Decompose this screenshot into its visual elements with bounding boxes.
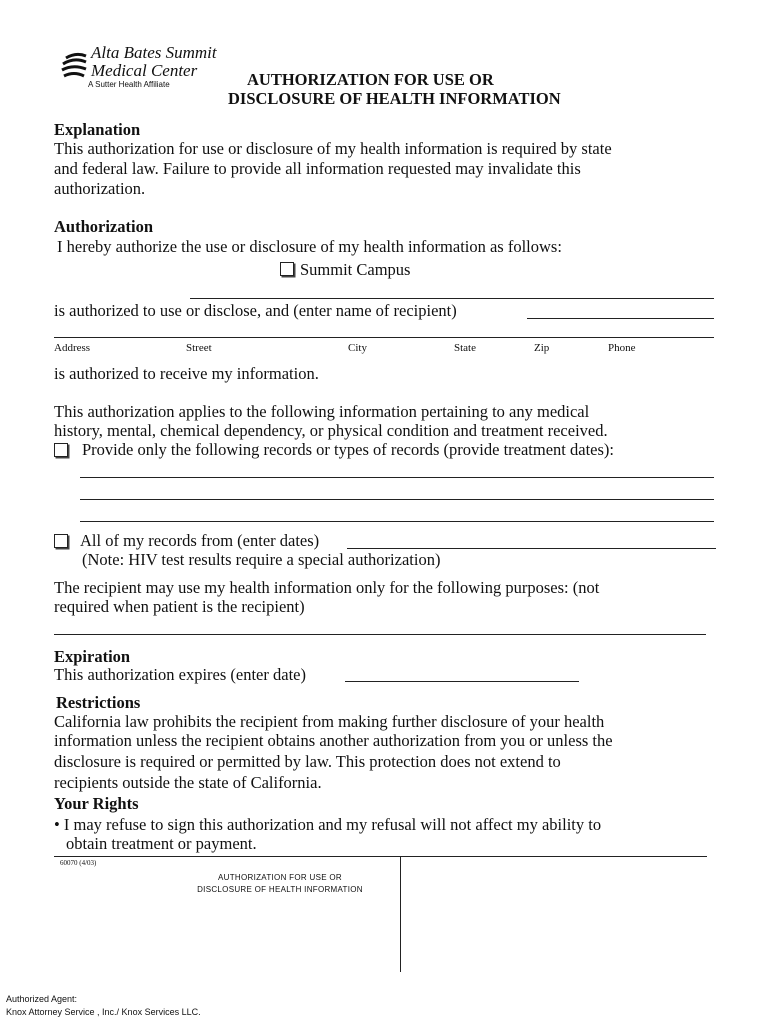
summit-campus-checkbox[interactable]	[280, 262, 294, 276]
all-records-checkbox[interactable]	[54, 534, 68, 548]
form-title-line1: AUTHORIZATION FOR USE OR	[218, 873, 342, 882]
recipient-line-label: is authorized to use or disclose, and (enter name of recipient)	[54, 301, 457, 320]
agent-line2: Knox Attorney Service , Inc./ Knox Services LLC.	[6, 1007, 201, 1017]
page-title-line2: DISCLOSURE OF HEALTH INFORMATION	[228, 89, 561, 108]
receive-line: is authorized to receive my information.	[54, 364, 319, 383]
state-label: State	[454, 342, 476, 354]
logo-line1: Alta Bates Summit	[91, 43, 217, 62]
authorization-heading: Authorization	[54, 217, 153, 236]
summit-campus-label: Summit Campus	[300, 260, 411, 279]
specific-records-checkbox[interactable]	[54, 443, 68, 457]
restrictions-line: information unless the recipient obtains another authorization from you or unless the	[54, 731, 613, 750]
page-title-line1: AUTHORIZATION FOR USE OR	[247, 70, 494, 89]
hiv-note: (Note: HIV test results require a special authorization)	[82, 550, 441, 569]
form-number: 60070 (4/03)	[60, 859, 97, 867]
zip-label: Zip	[534, 342, 550, 354]
recipient-name-field[interactable]	[527, 318, 714, 319]
expiration-date-field[interactable]	[345, 681, 579, 682]
rights-heading: Your Rights	[54, 794, 139, 813]
authorization-intro: I hereby authorize the use or disclosure of my health information as follows:	[57, 237, 562, 256]
restrictions-line: disclosure is required or permitted by law. This protection does not extend to	[54, 752, 561, 771]
records-entry-line[interactable]	[80, 499, 714, 500]
rights-line: • I may refuse to sign this authorization and my refusal will not affect my ability to	[54, 815, 602, 834]
logo-affiliate: A Sutter Health Affiliate	[88, 80, 170, 89]
campus-entry-line[interactable]	[190, 298, 714, 299]
explanation-line: authorization.	[54, 179, 146, 198]
recipient-address-field[interactable]	[54, 337, 714, 338]
explanation-line: This authorization for use or disclosure of my health information is required by state	[54, 139, 612, 158]
restrictions-heading: Restrictions	[56, 693, 141, 712]
footer-vertical-divider	[400, 856, 401, 972]
city-label: City	[348, 342, 367, 354]
expiration-line: This authorization expires (enter date)	[54, 665, 306, 684]
restrictions-line: California law prohibits the recipient from making further disclosure of your health	[54, 712, 605, 731]
street-label: Street	[186, 342, 212, 354]
footer-divider	[54, 856, 707, 857]
form-title-line2: DISCLOSURE OF HEALTH INFORMATION	[197, 885, 363, 894]
agent-line1: Authorized Agent:	[6, 994, 78, 1004]
records-entry-line[interactable]	[80, 521, 714, 522]
restrictions-line: recipients outside the state of California.	[54, 773, 322, 792]
logo-icon	[60, 50, 90, 82]
logo-line2: Medical Center	[91, 61, 198, 80]
all-records-label: All of my records from (enter dates)	[80, 531, 320, 550]
scope-line: This authorization applies to the following information pertaining to any medical	[54, 402, 590, 421]
explanation-heading: Explanation	[54, 120, 141, 139]
records-entry-line[interactable]	[80, 477, 714, 478]
scope-line: history, mental, chemical dependency, or physical condition and treatment received.	[54, 421, 608, 440]
address-label: Address	[54, 342, 91, 354]
purposes-line: required when patient is the recipient)	[54, 597, 305, 616]
explanation-line: and federal law. Failure to provide all information requested may invalidate this	[54, 159, 581, 178]
specific-records-label: Provide only the following records or types of records (provide treatment dates):	[82, 440, 614, 459]
purposes-entry-line[interactable]	[54, 634, 706, 635]
all-records-dates-field[interactable]	[347, 548, 716, 549]
phone-label: Phone	[608, 342, 636, 354]
expiration-heading: Expiration	[54, 647, 131, 666]
rights-line: obtain treatment or payment.	[66, 834, 257, 853]
purposes-line: The recipient may use my health information only for the following purposes: (not	[54, 578, 600, 597]
